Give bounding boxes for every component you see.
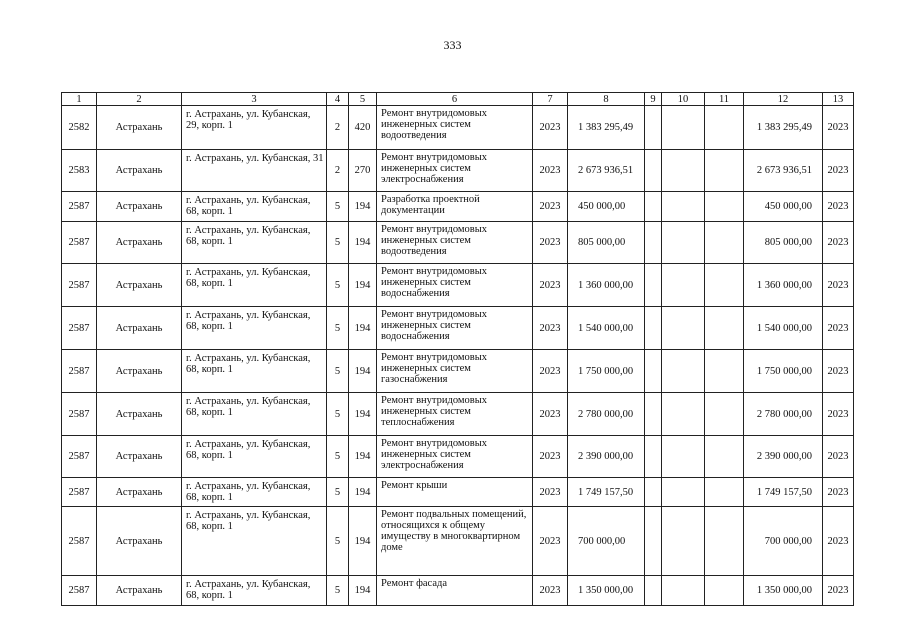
col-9-cell [645, 478, 662, 507]
row-number-cell: 2587 [62, 478, 97, 507]
table-row [62, 478, 854, 507]
col-5-cell: 194 [349, 393, 377, 436]
row-number-cell: 2587 [62, 192, 97, 222]
col-4-cell: 5 [327, 393, 349, 436]
table-row [62, 264, 854, 307]
end-year-cell: 2023 [823, 350, 854, 393]
cost-cell: 450 000,00 [568, 192, 645, 222]
row-number-cell: 2587 [62, 436, 97, 478]
cost-cell: 1 540 000,00 [568, 307, 645, 350]
header-cell-6: 6 [377, 93, 533, 106]
end-year-cell: 2023 [823, 264, 854, 307]
table-row [62, 507, 854, 576]
total-cost-cell: 2 390 000,00 [744, 436, 823, 478]
city-cell: Астрахань [97, 350, 182, 393]
cost-cell: 1 383 295,49 [568, 106, 645, 150]
col-5-cell: 194 [349, 436, 377, 478]
header-cell-3: 3 [182, 93, 327, 106]
address-cell: г. Астрахань, ул. Кубанская, 68, корп. 1 [182, 576, 327, 606]
col-5-cell: 194 [349, 576, 377, 606]
col-10-cell [662, 106, 705, 150]
total-cost-cell: 450 000,00 [744, 192, 823, 222]
end-year-cell: 2023 [823, 576, 854, 606]
year-cell: 2023 [533, 350, 568, 393]
col-11-cell [705, 106, 744, 150]
col-10-cell [662, 264, 705, 307]
col-9-cell [645, 576, 662, 606]
cost-cell: 1 360 000,00 [568, 264, 645, 307]
col-10-cell [662, 507, 705, 576]
address-cell: г. Астрахань, ул. Кубанская, 68, корп. 1 [182, 222, 327, 264]
year-cell: 2023 [533, 478, 568, 507]
col-11-cell [705, 307, 744, 350]
work-type-cell: Ремонт подвальных помещений, относящихся к общему имуществу в многоквартирном доме [377, 507, 533, 576]
address-cell: г. Астрахань, ул. Кубанская, 68, корп. 1 [182, 307, 327, 350]
end-year-cell: 2023 [823, 192, 854, 222]
city-cell: Астрахань [97, 478, 182, 507]
col-4-cell: 2 [327, 150, 349, 192]
address-cell: г. Астрахань, ул. Кубанская, 68, корп. 1 [182, 436, 327, 478]
city-cell: Астрахань [97, 264, 182, 307]
year-cell: 2023 [533, 436, 568, 478]
total-cost-cell: 1 750 000,00 [744, 350, 823, 393]
col-4-cell: 5 [327, 507, 349, 576]
col-11-cell [705, 192, 744, 222]
year-cell: 2023 [533, 393, 568, 436]
city-cell: Астрахань [97, 222, 182, 264]
row-number-cell: 2587 [62, 393, 97, 436]
city-cell: Астрахань [97, 436, 182, 478]
work-type-cell: Ремонт внутридомовых инженерных систем электроснабжения [377, 150, 533, 192]
table-row [62, 150, 854, 192]
page-number: 333 [443, 38, 462, 52]
end-year-cell: 2023 [823, 478, 854, 507]
address-cell: г. Астрахань, ул. Кубанская, 68, корп. 1 [182, 478, 327, 507]
col-9-cell [645, 307, 662, 350]
col-4-cell: 5 [327, 576, 349, 606]
row-number-cell: 2587 [62, 264, 97, 307]
total-cost-cell: 805 000,00 [744, 222, 823, 264]
col-11-cell [705, 507, 744, 576]
cost-cell: 1 750 000,00 [568, 350, 645, 393]
work-type-cell: Ремонт внутридомовых инженерных систем водоотведения [377, 222, 533, 264]
table-row [62, 307, 854, 350]
work-type-cell: Ремонт внутридомовых инженерных систем водоснабжения [377, 307, 533, 350]
col-9-cell [645, 264, 662, 307]
col-9-cell [645, 436, 662, 478]
city-cell: Астрахань [97, 576, 182, 606]
col-4-cell: 5 [327, 478, 349, 507]
address-cell: г. Астрахань, ул. Кубанская, 68, корп. 1 [182, 264, 327, 307]
total-cost-cell: 1 383 295,49 [744, 106, 823, 150]
year-cell: 2023 [533, 150, 568, 192]
year-cell: 2023 [533, 264, 568, 307]
row-number-cell: 2587 [62, 507, 97, 576]
col-11-cell [705, 350, 744, 393]
total-cost-cell: 1 540 000,00 [744, 307, 823, 350]
header-row [62, 93, 854, 106]
table-row [62, 393, 854, 436]
end-year-cell: 2023 [823, 393, 854, 436]
col-10-cell [662, 350, 705, 393]
year-cell: 2023 [533, 192, 568, 222]
end-year-cell: 2023 [823, 222, 854, 264]
header-cell-1: 1 [62, 93, 97, 106]
col-9-cell [645, 507, 662, 576]
col-4-cell: 2 [327, 106, 349, 150]
work-type-cell: Ремонт внутридомовых инженерных систем электроснабжения [377, 436, 533, 478]
address-cell: г. Астрахань, ул. Кубанская, 68, корп. 1 [182, 192, 327, 222]
address-cell: г. Астрахань, ул. Кубанская, 68, корп. 1 [182, 393, 327, 436]
header-cell-5: 5 [349, 93, 377, 106]
work-type-cell: Ремонт внутридомовых инженерных систем газоснабжения [377, 350, 533, 393]
col-5-cell: 420 [349, 106, 377, 150]
col-4-cell: 5 [327, 436, 349, 478]
work-type-cell: Ремонт внутридомовых инженерных систем водоотведения [377, 106, 533, 150]
col-4-cell: 5 [327, 222, 349, 264]
col-5-cell: 270 [349, 150, 377, 192]
cost-cell: 2 673 936,51 [568, 150, 645, 192]
total-cost-cell: 1 749 157,50 [744, 478, 823, 507]
end-year-cell: 2023 [823, 507, 854, 576]
col-5-cell: 194 [349, 507, 377, 576]
cost-cell: 805 000,00 [568, 222, 645, 264]
col-4-cell: 5 [327, 264, 349, 307]
col-11-cell [705, 576, 744, 606]
row-number-cell: 2583 [62, 150, 97, 192]
col-5-cell: 194 [349, 307, 377, 350]
total-cost-cell: 700 000,00 [744, 507, 823, 576]
col-5-cell: 194 [349, 350, 377, 393]
city-cell: Астрахань [97, 393, 182, 436]
address-cell: г. Астрахань, ул. Кубанская, 29, корп. 1 [182, 106, 327, 150]
col-11-cell [705, 264, 744, 307]
col-11-cell [705, 436, 744, 478]
work-type-cell: Ремонт внутридомовых инженерных систем теплоснабжения [377, 393, 533, 436]
total-cost-cell: 2 780 000,00 [744, 393, 823, 436]
address-cell: г. Астрахань, ул. Кубанская, 68, корп. 1 [182, 507, 327, 576]
header-cell-11: 11 [705, 93, 744, 106]
col-4-cell: 5 [327, 192, 349, 222]
cost-cell: 2 780 000,00 [568, 393, 645, 436]
row-number-cell: 2587 [62, 222, 97, 264]
row-number-cell: 2587 [62, 307, 97, 350]
row-number-cell: 2587 [62, 350, 97, 393]
col-9-cell [645, 222, 662, 264]
work-type-cell: Разработка проектной документации [377, 192, 533, 222]
col-9-cell [645, 192, 662, 222]
header-cell-7: 7 [533, 93, 568, 106]
work-type-cell: Ремонт фасада [377, 576, 533, 606]
col-10-cell [662, 307, 705, 350]
col-10-cell [662, 436, 705, 478]
year-cell: 2023 [533, 507, 568, 576]
work-type-cell: Ремонт внутридомовых инженерных систем водоснабжения [377, 264, 533, 307]
city-cell: Астрахань [97, 192, 182, 222]
header-cell-4: 4 [327, 93, 349, 106]
table-row [62, 222, 854, 264]
col-10-cell [662, 393, 705, 436]
city-cell: Астрахань [97, 507, 182, 576]
cost-cell: 2 390 000,00 [568, 436, 645, 478]
col-10-cell [662, 478, 705, 507]
col-9-cell [645, 350, 662, 393]
col-10-cell [662, 150, 705, 192]
row-number-cell: 2587 [62, 576, 97, 606]
col-5-cell: 194 [349, 222, 377, 264]
end-year-cell: 2023 [823, 436, 854, 478]
col-11-cell [705, 478, 744, 507]
year-cell: 2023 [533, 106, 568, 150]
col-10-cell [662, 222, 705, 264]
address-cell: г. Астрахань, ул. Кубанская, 68, корп. 1 [182, 350, 327, 393]
header-cell-8: 8 [568, 93, 645, 106]
repair-table [61, 92, 854, 606]
table-row [62, 350, 854, 393]
col-10-cell [662, 192, 705, 222]
year-cell: 2023 [533, 576, 568, 606]
col-11-cell [705, 150, 744, 192]
end-year-cell: 2023 [823, 150, 854, 192]
city-cell: Астрахань [97, 106, 182, 150]
header-cell-13: 13 [823, 93, 854, 106]
header-cell-9: 9 [645, 93, 662, 106]
col-11-cell [705, 393, 744, 436]
header-cell-10: 10 [662, 93, 705, 106]
header-cell-2: 2 [97, 93, 182, 106]
table-row [62, 192, 854, 222]
table-row [62, 106, 854, 150]
row-number-cell: 2582 [62, 106, 97, 150]
work-type-cell: Ремонт крыши [377, 478, 533, 507]
col-4-cell: 5 [327, 307, 349, 350]
cost-cell: 700 000,00 [568, 507, 645, 576]
year-cell: 2023 [533, 222, 568, 264]
end-year-cell: 2023 [823, 106, 854, 150]
total-cost-cell: 1 350 000,00 [744, 576, 823, 606]
address-cell: г. Астрахань, ул. Кубанская, 31 [182, 150, 327, 192]
col-5-cell: 194 [349, 192, 377, 222]
total-cost-cell: 1 360 000,00 [744, 264, 823, 307]
col-9-cell [645, 150, 662, 192]
table-row [62, 576, 854, 606]
city-cell: Астрахань [97, 150, 182, 192]
col-4-cell: 5 [327, 350, 349, 393]
year-cell: 2023 [533, 307, 568, 350]
city-cell: Астрахань [97, 307, 182, 350]
cost-cell: 1 749 157,50 [568, 478, 645, 507]
col-5-cell: 194 [349, 478, 377, 507]
header-cell-12: 12 [744, 93, 823, 106]
col-9-cell [645, 393, 662, 436]
table-row [62, 436, 854, 478]
col-5-cell: 194 [349, 264, 377, 307]
total-cost-cell: 2 673 936,51 [744, 150, 823, 192]
col-11-cell [705, 222, 744, 264]
col-10-cell [662, 576, 705, 606]
end-year-cell: 2023 [823, 307, 854, 350]
col-9-cell [645, 106, 662, 150]
cost-cell: 1 350 000,00 [568, 576, 645, 606]
